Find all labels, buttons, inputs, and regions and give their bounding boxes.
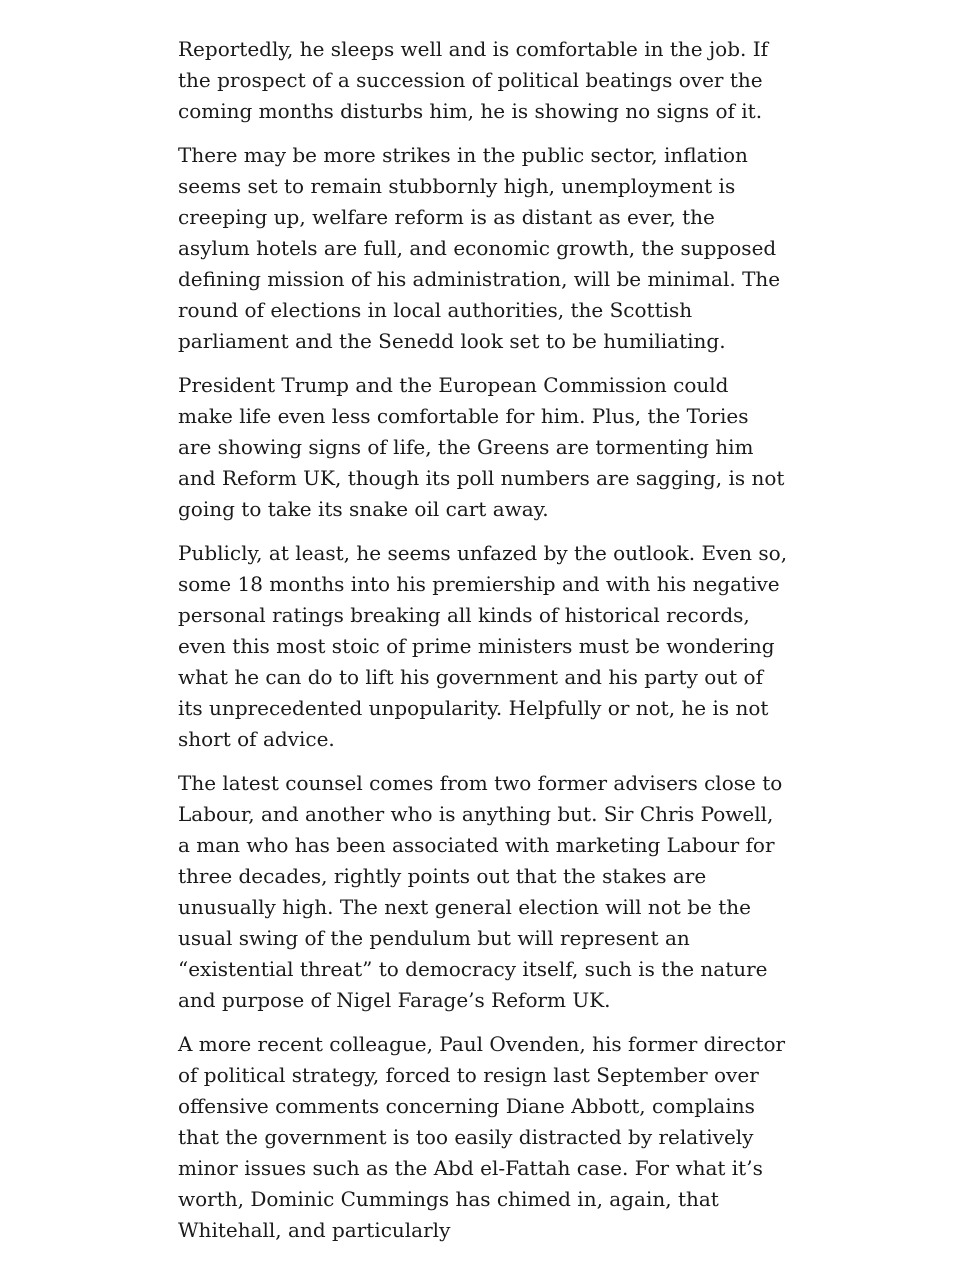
article-paragraph: The latest counsel comes from two former advisers close to Labour, and another who is anything but. Sir Chris Powell, a man who has been associated with marketing Labour for three decades, rightly points out that the stakes are unusually high. The next general election will not be the usual swing of the pendulum but will represent an “existential threat” to democracy itself, such is the nature and purpose of Nigel Farage’s Reform UK.	[178, 771, 783, 1012]
article-paragraph: Reportedly, he sleeps well and is comfortable in the job. If the prospect of a succession of political beatings over the coming months disturbs him, he is showing no signs of it.	[178, 37, 769, 123]
article-paragraph: President Trump and the European Commission could make life even less comfortable for him. Plus, the Tories are showing signs of life, the Greens are tormenting him and Reform UK, though its poll numbers are sagging, is not going to take its snake oil cart away.	[178, 373, 785, 521]
article-body	[178, 34, 788, 1259]
article-paragraph: Publicly, at least, he seems unfazed by the outlook. Even so, some 18 months into his premiership and with his negative personal ratings breaking all kinds of historical records, even this most stoic of prime ministers must be wondering what he can do to lift his government and his party out of its unprecedented unpopularity. Helpfully or not, he is not short of advice.	[178, 541, 788, 751]
article-paragraph: A more recent colleague, Paul Ovenden, his former director of political strategy, forced to resign last September over offensive comments concerning Diane Abbott, complains that the government is too easily distracted by relatively minor issues such as the Abd el-Fattah case. For what it’s worth, Dominic Cummings has chimed in, again, that Whitehall, and particularly	[178, 1032, 786, 1242]
article-paragraph: There may be more strikes in the public sector, inflation seems set to remain stubbornly high, unemployment is creeping up, welfare reform is as distant as ever, the asylum hotels are full, and economic growth, the supposed defining mission of his administration, will be minimal. The round of elections in local authorities, the Scottish parliament and the Senedd look set to be humiliating.	[178, 143, 781, 353]
